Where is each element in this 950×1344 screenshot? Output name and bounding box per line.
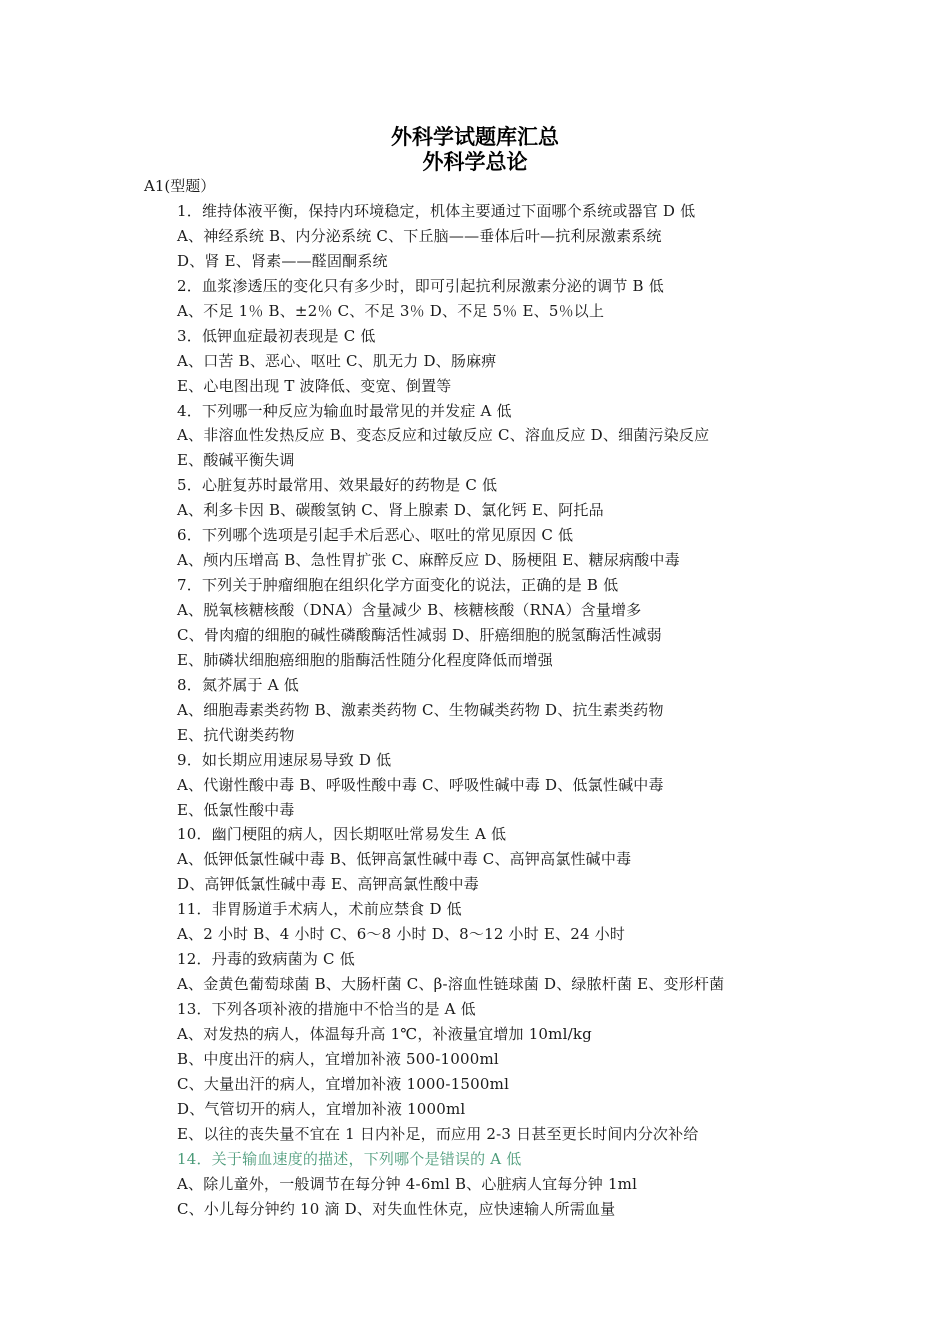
- answer-options: D、高钾低氯性碱中毒 E、高钾高氯性酸中毒: [177, 875, 479, 894]
- answer-options: E、以往的丧失量不宜在 1 日内补足，而应用 2-3 日甚至更长时间内分次补给: [177, 1124, 699, 1143]
- answer-options: A、利多卡因 B、碳酸氢钠 C、肾上腺素 D、氯化钙 E、阿托品: [177, 501, 604, 520]
- answer-options: B、中度出汗的病人，宜增加补液 500-1000ml: [177, 1049, 499, 1068]
- question-stem: 8．氮芥属于 A 低: [177, 675, 299, 694]
- answer-options: C、大量出汗的病人，宜增加补液 1000-1500ml: [177, 1074, 510, 1093]
- answer-options: C、小儿每分钟约 10 滴 D、对失血性休克，应快速输人所需血量: [177, 1199, 616, 1218]
- question-list: [177, 199, 907, 1221]
- answer-options: A、脱氧核糖核酸（DNA）含量减少 B、核糖核酸（RNA）含量增多: [177, 601, 642, 619]
- question-stem: 9．如长期应用速尿易导致 D 低: [177, 750, 392, 769]
- question-stem: 1．维持体液平衡，保持内环境稳定，机体主要通过下面哪个系统或器官 D 低: [177, 202, 696, 220]
- answer-options: E、酸碱平衡失调: [177, 451, 295, 470]
- answer-options: A、2 小时 B、4 小时 C、6～8 小时 D、8～12 小时 E、24 小时: [177, 925, 626, 944]
- question-stem: 12．丹毒的致病菌为 C 低: [177, 950, 355, 969]
- question-stem: 7．下列关于肿瘤细胞在组织化学方面变化的说法，正确的是 B 低: [177, 576, 619, 595]
- question-stem: 2．血浆渗透压的变化只有多少时，即可引起抗利尿激素分泌的调节 B 低: [177, 276, 664, 295]
- answer-options: E、肺磷状细胞癌细胞的脂酶活性随分化程度降低而增强: [177, 650, 553, 669]
- question-stem: 11．非胃肠道手术病人，术前应禁食 D 低: [177, 900, 462, 919]
- answer-options: A、不足 1％ B、±2％ C、不足 3％ D、不足 5％ E、5％以上: [177, 301, 605, 320]
- question-stem: 14．关于输血速度的描述，下列哪个是错误的 A 低: [177, 1149, 522, 1168]
- answer-options: A、颅内压增高 B、急性胃扩张 C、麻醉反应 D、肠梗阻 E、糖尿病酸中毒: [177, 551, 680, 570]
- question-stem: 3．低钾血症最初表现是 C 低: [177, 326, 376, 345]
- answer-options: A、低钾低氯性碱中毒 B、低钾高氯性碱中毒 C、高钾高氯性碱中毒: [177, 850, 632, 869]
- answer-options: E、心电图出现 T 波降低、变宽、倒置等: [177, 376, 452, 395]
- answer-options: E、抗代谢类药物: [177, 725, 295, 744]
- question-stem: 10．幽门梗阻的病人，因长期呕吐常易发生 A 低: [177, 825, 507, 844]
- answer-options: A、除儿童外，一般调节在每分钟 4-6ml B、心脏病人宜每分钟 1ml: [177, 1174, 638, 1193]
- document-subtitle: 外科学总论: [422, 150, 528, 174]
- answer-options: A、对发热的病人，体温每升高 1℃，补液量宜增加 10ml/kg: [177, 1024, 592, 1043]
- answer-options: C、骨肉瘤的细胞的碱性磷酸酶活性减弱 D、肝癌细胞的脱氢酶活性减弱: [177, 625, 662, 644]
- section-heading: A1(型题）: [144, 177, 216, 195]
- answer-options: E、低氯性酸中毒: [177, 800, 295, 819]
- answer-options: D、肾 E、肾素——醛固酮系统: [177, 251, 388, 270]
- document-title: 外科学试题库汇总: [391, 125, 559, 149]
- answer-options: A、非溶血性发热反应 B、变态反应和过敏反应 C、溶血反应 D、细菌污染反应: [177, 426, 710, 445]
- answer-options: A、金黄色葡萄球菌 B、大肠杆菌 C、β-溶血性链球菌 D、绿脓杆菌 E、变形杆菌: [177, 975, 725, 994]
- question-stem: 5．心脏复苏时最常用、效果最好的药物是 C 低: [177, 476, 498, 495]
- question-stem: 4．下列哪一种反应为输血时最常见的并发症 A 低: [177, 401, 512, 420]
- answer-options: D、气管切开的病人，宜增加补液 1000ml: [177, 1099, 466, 1118]
- answer-options: A、细胞毒素类药物 B、激素类药物 C、生物碱类药物 D、抗生素类药物: [177, 700, 664, 719]
- answer-options: A、口苦 B、恶心、呕吐 C、肌无力 D、肠麻痹: [177, 351, 497, 370]
- answer-options: A、代谢性酸中毒 B、呼吸性酸中毒 C、呼吸性碱中毒 D、低氯性碱中毒: [177, 775, 664, 794]
- question-stem: 13．下列各项补液的措施中不恰当的是 A 低: [177, 1000, 476, 1018]
- answer-options: A、神经系统 B、内分泌系统 C、下丘脑——垂体后叶—抗利尿激素系统: [177, 226, 662, 245]
- question-stem: 6．下列哪个选项是引起手术后恶心、呕吐的常见原因 C 低: [177, 526, 574, 545]
